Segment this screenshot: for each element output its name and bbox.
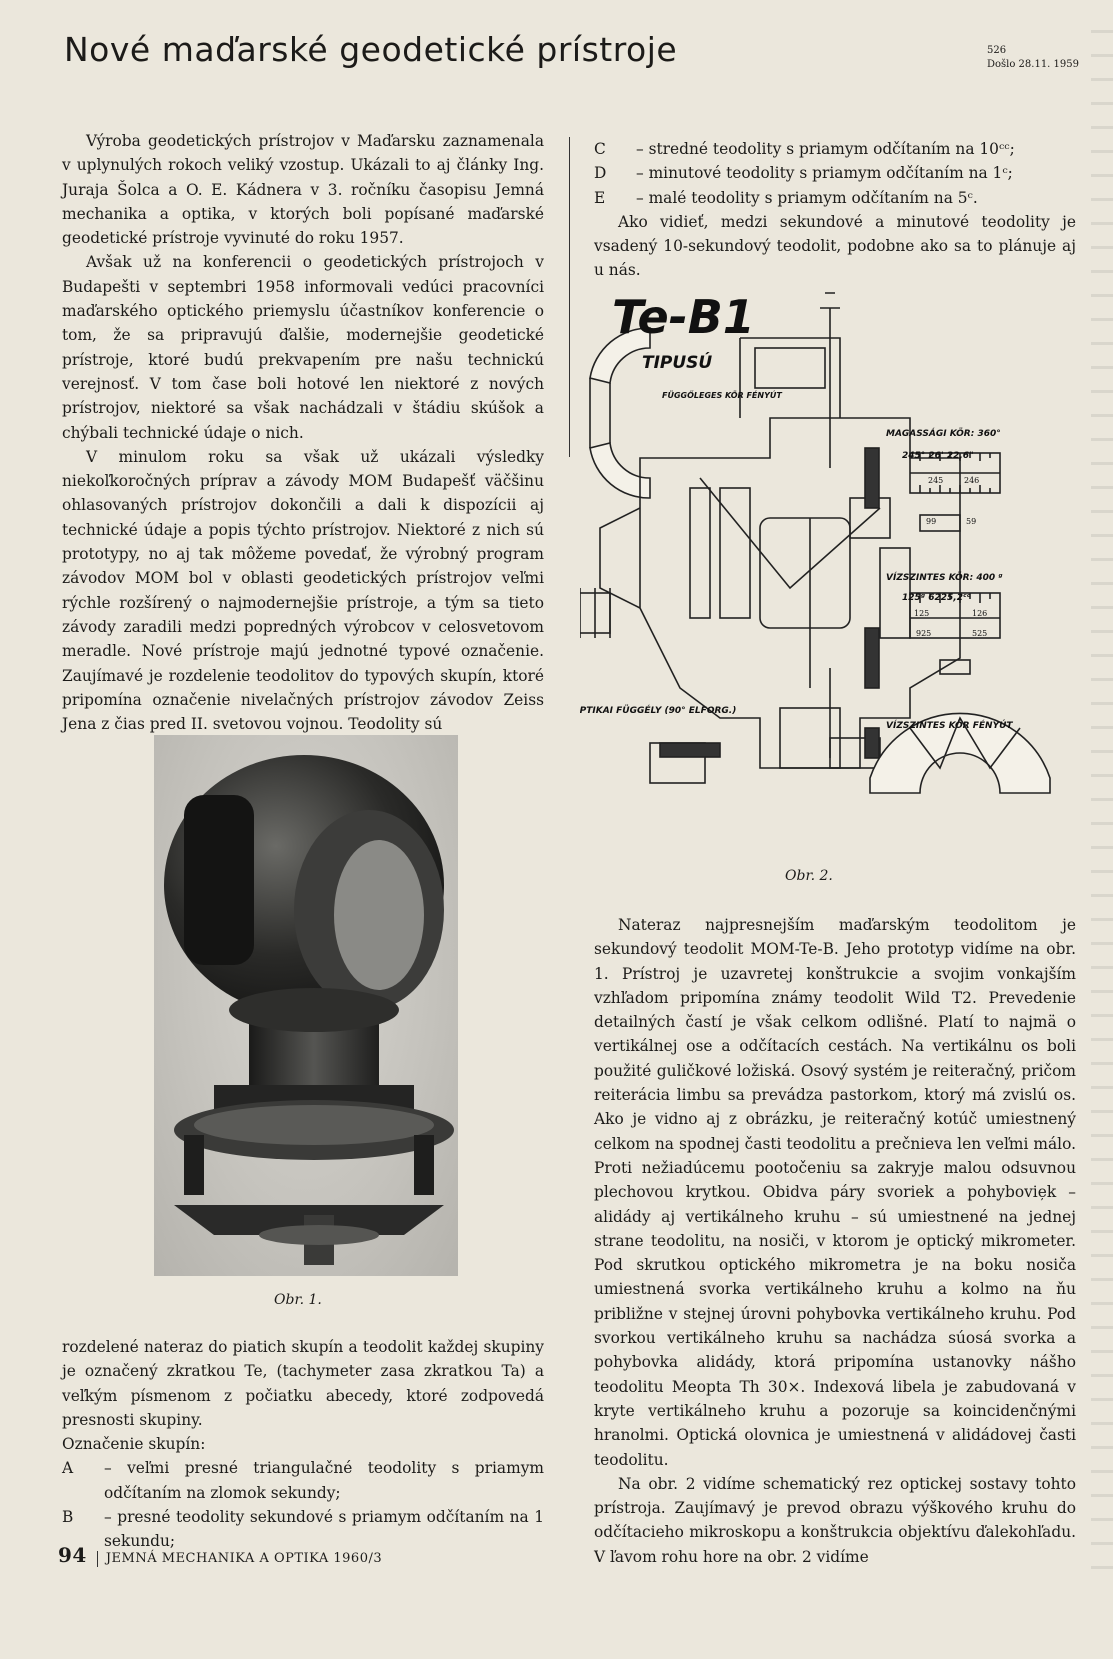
- received-note: [987, 44, 1079, 72]
- received-date: Došlo 28.11. 1959: [986, 59, 1079, 70]
- paragraph: Výroba geodetických prístrojov v Maďarsku zaznamenala v uplynulých rokoch veliký vzostup. Ukázali to aj články Ing. Juraja Šolca a O. E. Kádnera v 3. ročníku časopisu Jemná mechanika a optika, v ktorých boli popísané maďarské geodetické prístroje vyvinuté do roku 1957.: [62, 132, 544, 248]
- photo-caption: Obr. 1.: [274, 1292, 322, 1308]
- theodolite-image: [154, 735, 458, 1276]
- group-key: E: [594, 188, 606, 207]
- paragraph: rozdelené nateraz do piatich skupín a teodolit každej skupiny je označený zkratkou Te, (tachymeter zasa zkratkou Ta) a veľkým písmenom z počiatku abecedy, ktoré zodpovedá presnosti skupiny.: [62, 1338, 544, 1429]
- left-column-bottom: [62, 1335, 544, 1554]
- journal-name: JEMNÁ MECHANIKA A OPTIKA 1960/3: [105, 1551, 383, 1566]
- scale-label: 125: [914, 609, 930, 618]
- diagram-caption: Obr. 2.: [785, 868, 833, 884]
- paragraph: Nateraz najpresnejším maďarským teodolitom je sekundový teodolit MOM-Te-B. Jeho prototyp vidíme na obr. 1. Prístroj je uzavretej konštrukcie a svojim vonkajším vzhľadom pripomína známy teodolit Wild T2. Prevedenie detailných častí je však celkom odlišné. Platí to najmä o vertikálnej ose a odčítacích cestách. Na vertikálnu os boli použité guličkové ložiská. Osový systém je reiteračný, pričom reiterácia limbu sa prevádza pastorkom, ktorý má zvislú os. Ako je vidno aj z obrázku, je reiteračný kotúč umiestnený celkom na spodnej časti teodolitu a prečnieva len veľmi málo. Proti nežiadúcemu pootočeniu sa zakryje malou odsuvnou plechovou krytkou. Obidva páry svoriek a pohybovie̦k – alidády aj vertikálneho kruhu – sú umiestnené na jednej strane teodolitu, na nosiči, v ktorom je optický mikrometer. Pod skrutkou optického mikrometra je na boku nosiča umiestnená svorka vertikálneho kruhu a kolmo na ňu približne v stejnej úrovni pohybovka vertikálneho kruhu. Pod svorkou vertikálneho kruhu sa nachádza súosá svorka a pohybovka alidády, ktorá pripomína ustanovky nášho teodolitu Meopta Th 30×. Indexová libela je zabudovaná v kryte vertikálneho kruhu a pozoruje sa koincidenčnými hranolmi. Optická olovnica je umiestnená v alidádovej časti teodolitu.: [594, 916, 1076, 1469]
- scale-label: 525: [972, 629, 988, 638]
- paragraph: Avšak už na konferencii o geodetických prístrojoch v Budapešti v septembri 1958 informovali vedúci pracovníci maďarského optického priemyslu účastníkov konferencie o tom, že sa pripravujú ďalšie, modernejšie geodetické prístroje, ktoré budú prekvapením pre našu technickú verejnosť. V tom čase boli hotové len niektoré z nových prístrojov, niektoré sa však nachádzali v štádiu skúšok a chýbali technické údaje o nich.: [62, 253, 544, 442]
- group-key: B: [62, 1508, 74, 1527]
- list-item: [62, 1456, 544, 1505]
- list-item: [594, 186, 1076, 210]
- optical-schematic-diagram: [580, 288, 1080, 870]
- vertical-reading: 245° 26' 22,6": [902, 451, 974, 461]
- scale-label: 126: [972, 609, 988, 618]
- left-column-text: [62, 129, 544, 736]
- paragraph: Ako vidieť, medzi sekundové a minutové teodolity je vsadený 10-sekundový teodolit, podobne ako sa to plánuje aj u nás.: [594, 212, 1076, 280]
- height-circle-label: MAGASSÁGI KÖR: 360°: [886, 429, 1001, 439]
- group-text: – stredné teodolity s priamym odčítaním na 10ᶜᶜ;: [636, 140, 1015, 158]
- horizontal-reading: 125ᵍ 6225,2ᶜᶜ: [902, 593, 971, 603]
- group-text: – minutové teodolity s priamym odčítaním na 1ᶜ;: [636, 164, 1013, 183]
- group-text: – malé teodolity s priamym odčítaním na 5ᶜ.: [636, 188, 978, 207]
- plumb-label: OPTIKAI FÜGGÉLY (90° ELFORG.): [580, 706, 737, 716]
- scale-label: 59: [966, 517, 977, 526]
- article-title: Nové maďarské geodetické prístroje: [64, 30, 678, 69]
- footer-divider: [97, 1551, 98, 1567]
- list-item: [594, 161, 1076, 185]
- group-key: D: [594, 164, 607, 183]
- group-text: – presné teodolity sekundové s priamym odčítaním na 1 sekundu;: [104, 1508, 544, 1551]
- scale-label: 245: [928, 476, 944, 485]
- horizontal-light-label: VÍZSZINTES KÖR FÉNYÚT: [886, 721, 1013, 731]
- group-text: – veľmi presné triangulačné teodolity s priamym odčítaním na zlomok sekundy;: [104, 1459, 544, 1502]
- horizontal-circle-label: VÍZSZINTES KÖR: 400 ᵍ: [886, 573, 1003, 583]
- paragraph: V minulom roku sa však už ukázali výsledky niekoľkoročných príprav a závody MOM Budapešť väčšinu ohlasovaných prístrojov dokončili a dali k dispozícii aj technické údaje a popis týchto prístrojov. Niektoré z nich sú prototypy, no aj tak môžeme povedať, že výrobný program závodov MOM bol v oblasti geodetických prístrojov veľmi rýchle rozšírený o najmodernejšie prístroje, a tým sa tieto závody zaradili medzi popredných výrobcov v celosvetovom meradle. Nové prístroje majú jednotné typové označenie. Zaujímavé je rozdelenie teodolitov do typových skupín, ktoré pripomína označenie nivelačných prístrojov závodov Zeiss Jena z čias pred II. svetovou vojnou. Teodolity sú: [62, 447, 544, 734]
- schematic-svg: [580, 288, 1080, 870]
- right-column-top: [594, 137, 1076, 283]
- diagram-subtitle: TIPUSÚ: [642, 353, 713, 373]
- paragraph: Na obr. 2 vidíme schematický rez optickej sostavy tohto prístroja. Zaujímavý je prevod obrazu výškového kruhu do odčítacieho mikroskopu a konštrukcia objektívu ďalekohľadu. V ľavom rohu hore na obr. 2 vidíme: [594, 1474, 1076, 1566]
- column-rule: [569, 137, 570, 457]
- scale-label: 99: [926, 517, 937, 526]
- page-footer: [58, 1543, 382, 1567]
- group-key: A: [62, 1459, 74, 1478]
- page-number: 94: [58, 1543, 87, 1567]
- scale-label: 925: [916, 629, 932, 638]
- list-item: [594, 137, 1076, 161]
- received-number: 526: [986, 45, 1007, 56]
- bleed-through-shadow: [1091, 30, 1113, 1570]
- right-column-bottom: [594, 913, 1076, 1569]
- scale-label: 246: [964, 476, 980, 485]
- theodolite-photo: [154, 735, 458, 1276]
- vertical-circle-light-label: FÜGGŐLEGES KÖR FÉNYÚT: [662, 391, 782, 400]
- groups-label: Označenie skupín:: [62, 1435, 206, 1454]
- diagram-title: Te-B1: [612, 290, 755, 344]
- group-key: C: [594, 140, 606, 158]
